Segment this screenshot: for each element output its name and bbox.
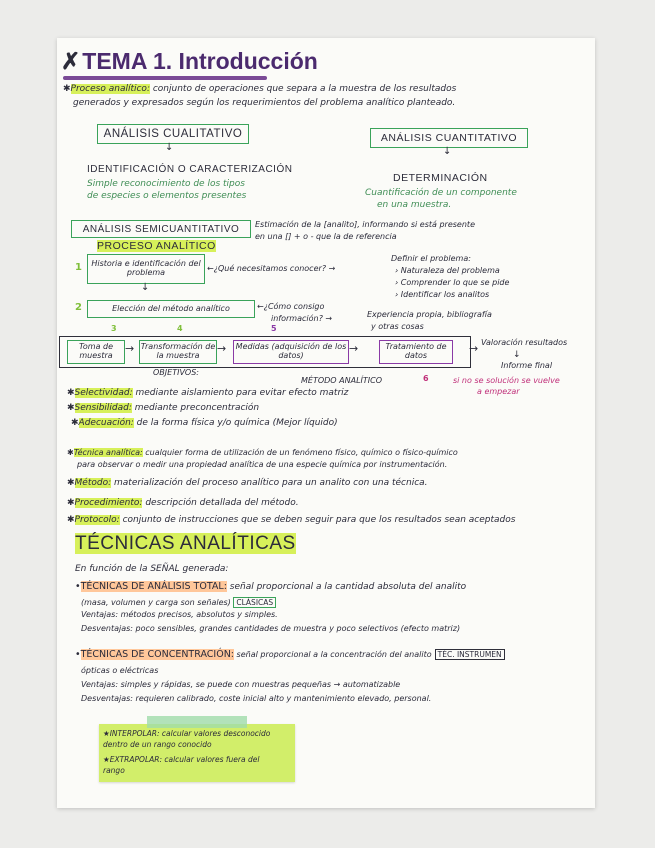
technique-total-title: TÉCNICAS DE ANÁLISIS TOTAL:	[80, 581, 227, 592]
step-transformation-box: Transformación de la muestra	[139, 340, 217, 364]
techniques-intro: En función de la SEÑAL generada:	[75, 564, 229, 574]
step-problem-box: Historia e identificación del problema	[87, 254, 205, 284]
arrow-down-icon: ↓	[513, 350, 521, 360]
question-how-info: ←¿Cómo consigo	[257, 302, 325, 311]
semiquantitative-desc-2: en una [] + o - que la de referencia	[255, 232, 397, 241]
step-number-6: 6	[423, 374, 429, 383]
techniques-title	[75, 533, 296, 555]
cross-mark-icon: ✗	[61, 48, 81, 74]
determination-heading: DETERMINACIÓN	[393, 172, 488, 184]
definition-item	[67, 498, 299, 508]
step-data-treatment-box: Tratamiento de datos	[379, 340, 453, 364]
technique-concentration-text: señal proporcional a la concentración del analito	[234, 650, 432, 659]
technique-total-text: señal proporcional a la cantidad absoluta del analito	[226, 582, 467, 592]
question-what-to-know: ←¿Qué necesitamos conocer? →	[207, 264, 336, 273]
semiquantitative-box: ANÁLISIS SEMICUANTITATIVO	[71, 220, 251, 238]
determination-desc-2: en una muestra.	[377, 200, 452, 210]
star-bullet-icon: ✱	[67, 388, 75, 398]
intro-text: conjunto de operaciones que separa a la muestra de los resultados	[149, 84, 457, 94]
technique-total-advantages: Ventajas: métodos precisos, absolutos y simples.	[81, 610, 278, 619]
sticky-note	[99, 724, 295, 782]
star-bullet-icon: ✱	[67, 448, 74, 457]
tape-strip	[147, 716, 247, 728]
title-underline	[63, 76, 267, 80]
sticky-line-1: ★INTERPOLAR: calcular valores desconocido	[103, 729, 271, 738]
result-evaluation: Valoración resultados	[481, 338, 568, 347]
definition-term: Método:	[74, 478, 112, 488]
sticky-line-2: dentro de un rango conocido	[103, 740, 212, 749]
question-how-info-a: ¿Cómo consigo	[263, 302, 325, 311]
objectives-label: OBJETIVOS:	[153, 368, 199, 377]
star-bullet-icon: ✱	[67, 478, 75, 488]
star-bullet-icon: ✱	[67, 498, 75, 508]
experience-text-2: y otras cosas	[371, 322, 424, 331]
method-label: MÉTODO ANALÍTICO	[301, 376, 383, 385]
quantitative-box: ANÁLISIS CUANTITATIVO	[370, 128, 528, 148]
definition-term: Procedimiento:	[74, 498, 143, 508]
technique-total: •TÉCNICAS DE ANÁLISIS TOTAL: señal proporcional a la cantidad absoluta del analito	[75, 581, 467, 592]
intro-line-2: generados y expresados según los requerimientos del problema analítico planteado.	[73, 98, 456, 108]
technique-concentration-advantages: Ventajas: simples y rápidas, se puede con muestras pequeñas → automatizable	[81, 680, 401, 689]
question-how-info-b: información? →	[271, 314, 333, 323]
definition-term: Técnica analítica:	[73, 448, 143, 457]
definition-text: materialización del proceso analítico para un analito con una técnica.	[111, 478, 428, 488]
intro-line-1	[63, 84, 456, 94]
arrow-down-icon: ↓	[141, 282, 150, 293]
star-bullet-icon: ✱	[67, 515, 75, 525]
technique-total-line2-text: (masa, volumen y carga son señales)	[81, 598, 231, 607]
experience-text-1: Experiencia propia, bibliografía	[367, 310, 492, 319]
star-bullet-icon: ✱	[63, 84, 71, 94]
step-number-5: 5	[271, 324, 277, 333]
no-solution-note-1: si no se solución se vuelve	[453, 376, 560, 385]
technique-concentration-line2: ópticas o eléctricas	[81, 666, 159, 675]
objective-item	[67, 388, 348, 398]
definition-text: cualquier forma de utilización de un fenómeno físico, químico o físico-químico	[142, 448, 458, 457]
technique-concentration: •TÉCNICAS DE CONCENTRACIÓN: señal proporcional a la concentración del analito TÉC. INSTRUMEN	[75, 650, 505, 661]
objective-text: de la forma física y/o química (Mejor líquido)	[133, 418, 338, 428]
arrow-right-icon: →	[125, 342, 135, 355]
identification-heading: IDENTIFICACIÓN O CARACTERIZACIÓN	[87, 164, 293, 175]
step-method-box: Elección del método analítico	[87, 300, 255, 318]
objective-text: mediante preconcentración	[131, 403, 260, 413]
objective-term: Selectividad:	[74, 388, 133, 398]
definition-item	[67, 478, 428, 488]
identification-desc-1: Simple reconocimiento de los tipos	[87, 179, 245, 189]
definition-term: Protocolo:	[74, 515, 120, 525]
objective-item	[67, 403, 259, 413]
step-number-3: 3	[111, 324, 117, 333]
sticky-line-3: ★EXTRAPOLAR: calcular valores fuera del	[103, 755, 260, 764]
title-text: TEMA 1. Introducción	[82, 48, 318, 74]
process-title-text: PROCESO ANALÍTICO	[97, 240, 216, 252]
define-item-1: › Naturaleza del problema	[395, 266, 500, 275]
process-title	[97, 240, 216, 252]
define-item-1-text: Naturaleza del problema	[400, 266, 500, 275]
define-item-2: › Comprender lo que se pide	[395, 278, 510, 287]
no-solution-note-2: a empezar	[477, 387, 520, 396]
technique-total-disadvantages: Desventajas: poco sensibles, grandes cantidades de muestra y poco selectivos (efecto matriz)	[81, 624, 461, 633]
objective-term: Adecuación:	[78, 418, 134, 428]
arrow-right-icon: →	[349, 342, 359, 355]
define-item-3-text: Identificar los analitos	[400, 290, 490, 299]
techniques-title-text: TÉCNICAS ANALÍTICAS	[75, 533, 296, 554]
definition-item	[67, 448, 458, 457]
notebook-page	[57, 38, 595, 808]
step-number-4: 4	[177, 324, 183, 333]
define-item-2-text: Comprender lo que se pide	[400, 278, 510, 287]
page-title	[61, 48, 318, 74]
step-measurement-box: Medidas (adquisición de los datos)	[233, 340, 349, 364]
step-sampling-box: Toma de muestra	[67, 340, 125, 364]
qualitative-box: ANÁLISIS CUALITATIVO	[97, 124, 249, 144]
determination-desc-1: Cuantificación de un componente	[365, 188, 517, 198]
instrumental-badge: TÉC. INSTRUMEN	[435, 649, 505, 660]
arrow-right-icon: →	[469, 342, 479, 355]
identification-desc-2: de especies o elementos presentes	[87, 191, 247, 201]
arrow-down-icon: ↓	[165, 142, 174, 153]
technique-total-line2	[81, 598, 276, 608]
definition-item	[67, 515, 515, 525]
objective-item	[71, 418, 338, 428]
define-item-3: › Identificar los analitos	[395, 290, 490, 299]
classic-badge: CLÁSICAS	[233, 597, 276, 608]
final-report: Informe final	[501, 361, 553, 370]
arrow-down-icon: ↓	[443, 146, 452, 157]
intro-term: Proceso analítico:	[70, 84, 150, 94]
objective-text: mediante aislamiento para evitar efecto matriz	[132, 388, 349, 398]
definition-text-cont: para observar o medir una propiedad analítica de una especie química por instrumentación.	[77, 460, 448, 469]
objective-term: Sensibilidad:	[74, 403, 132, 413]
star-bullet-icon: ✱	[67, 403, 75, 413]
step-number-1: 1	[75, 262, 82, 273]
definition-text: conjunto de instrucciones que se deben seguir para que los resultados sean aceptados	[119, 515, 516, 525]
star-bullet-icon: ✱	[71, 418, 79, 428]
definition-text: descripción detallada del método.	[142, 498, 299, 508]
semiquantitative-desc-1: Estimación de la [analito], informando si está presente	[255, 220, 475, 229]
technique-concentration-disadvantages: Desventajas: requieren calibrado, coste inicial alto y mantenimiento elevado, personal.	[81, 694, 432, 703]
question-how-info-b-text: información?	[271, 314, 323, 323]
sticky-line-4: rango	[103, 766, 125, 775]
technique-concentration-title: TÉCNICAS DE CONCENTRACIÓN:	[80, 649, 235, 660]
arrow-right-icon: →	[217, 342, 227, 355]
step-number-2: 2	[75, 302, 82, 313]
define-problem-title: Definir el problema:	[391, 254, 471, 263]
question-what-to-know-text: ¿Qué necesitamos conocer?	[213, 264, 327, 273]
